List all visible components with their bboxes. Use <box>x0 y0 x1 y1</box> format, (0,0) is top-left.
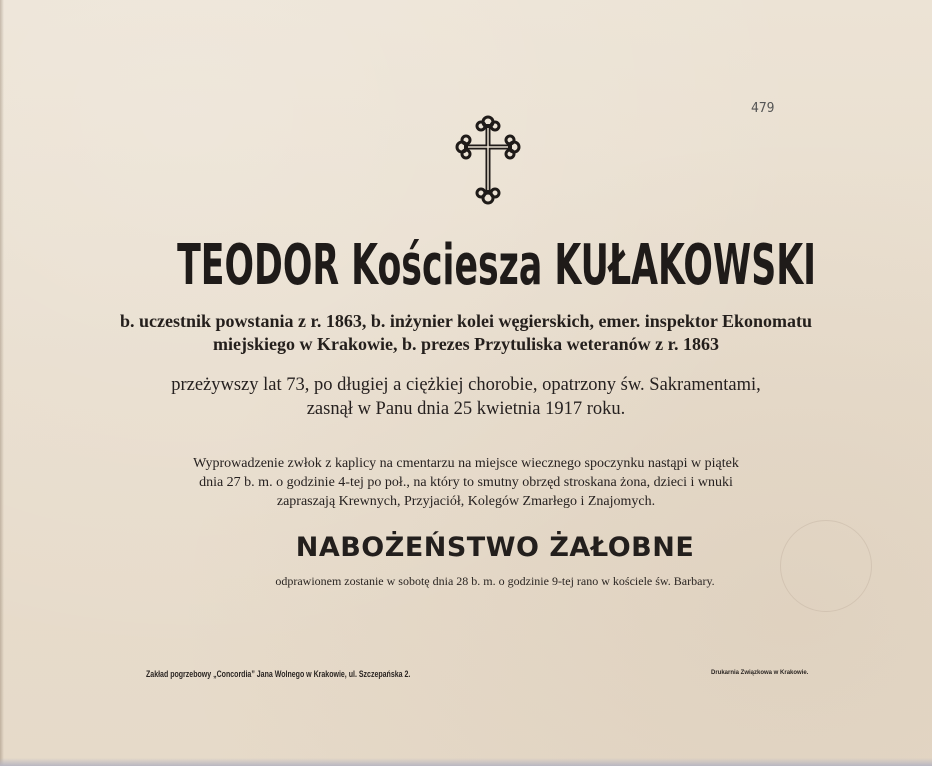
deceased-titles-line-1: b. uczestnik powstania z r. 1863, b. inżynier kolei węgierskich, emer. inspektor Ekonomatu <box>119 311 813 331</box>
scan-bottom-edge <box>0 758 932 766</box>
deceased-titles <box>0 310 932 356</box>
funeral-details-line-1: Wyprowadzenie zwłok z kaplicy na cmentarzu na miejsce wiecznego spoczynku nastąpi w piątek <box>193 456 739 471</box>
ornamental-cross-icon <box>454 114 522 206</box>
memorial-service-details: odprawionem zostanie w sobotę dnia 28 b. m. o godzinie 9-tej rano w kościele św. Barbary. <box>275 574 715 588</box>
page-number: 479 <box>751 101 775 116</box>
funeral-details-line-2: dnia 27 b. m. o godzinie 4-tej po poł., na który to smutny obrzęd stroskana żona, dzieci i wnuki <box>199 475 733 490</box>
memorial-service-heading: NABOŻEŃSTWO ŻAŁOBNE <box>295 532 695 563</box>
death-announcement <box>0 373 932 421</box>
deceased-name: TEODOR Kościesza KUŁAKOWSKI <box>177 233 817 298</box>
funeral-details <box>0 454 932 511</box>
funeral-details-line-3: zapraszają Krewnych, Przyjaciół, Kolegów Zmarłego i Znajomych. <box>276 494 656 509</box>
death-announcement-line-1: przeżywszy lat 73, po długiej a ciężkiej chorobie, opatrzony św. Sakramentami, <box>171 375 761 395</box>
funeral-home-imprint: Zakład pogrzebowy „Concordia” Jana Wolnego w Krakowie, ul. Szczepańska 2. <box>146 669 411 679</box>
printer-imprint: Drukarnia Związkowa w Krakowie. <box>711 670 809 676</box>
death-announcement-line-2: zasnął w Panu dnia 25 kwietnia 1917 roku. <box>306 399 626 419</box>
deceased-titles-line-2: miejskiego w Krakowie, b. prezes Przytuliska weteranów z r. 1863 <box>213 334 719 354</box>
